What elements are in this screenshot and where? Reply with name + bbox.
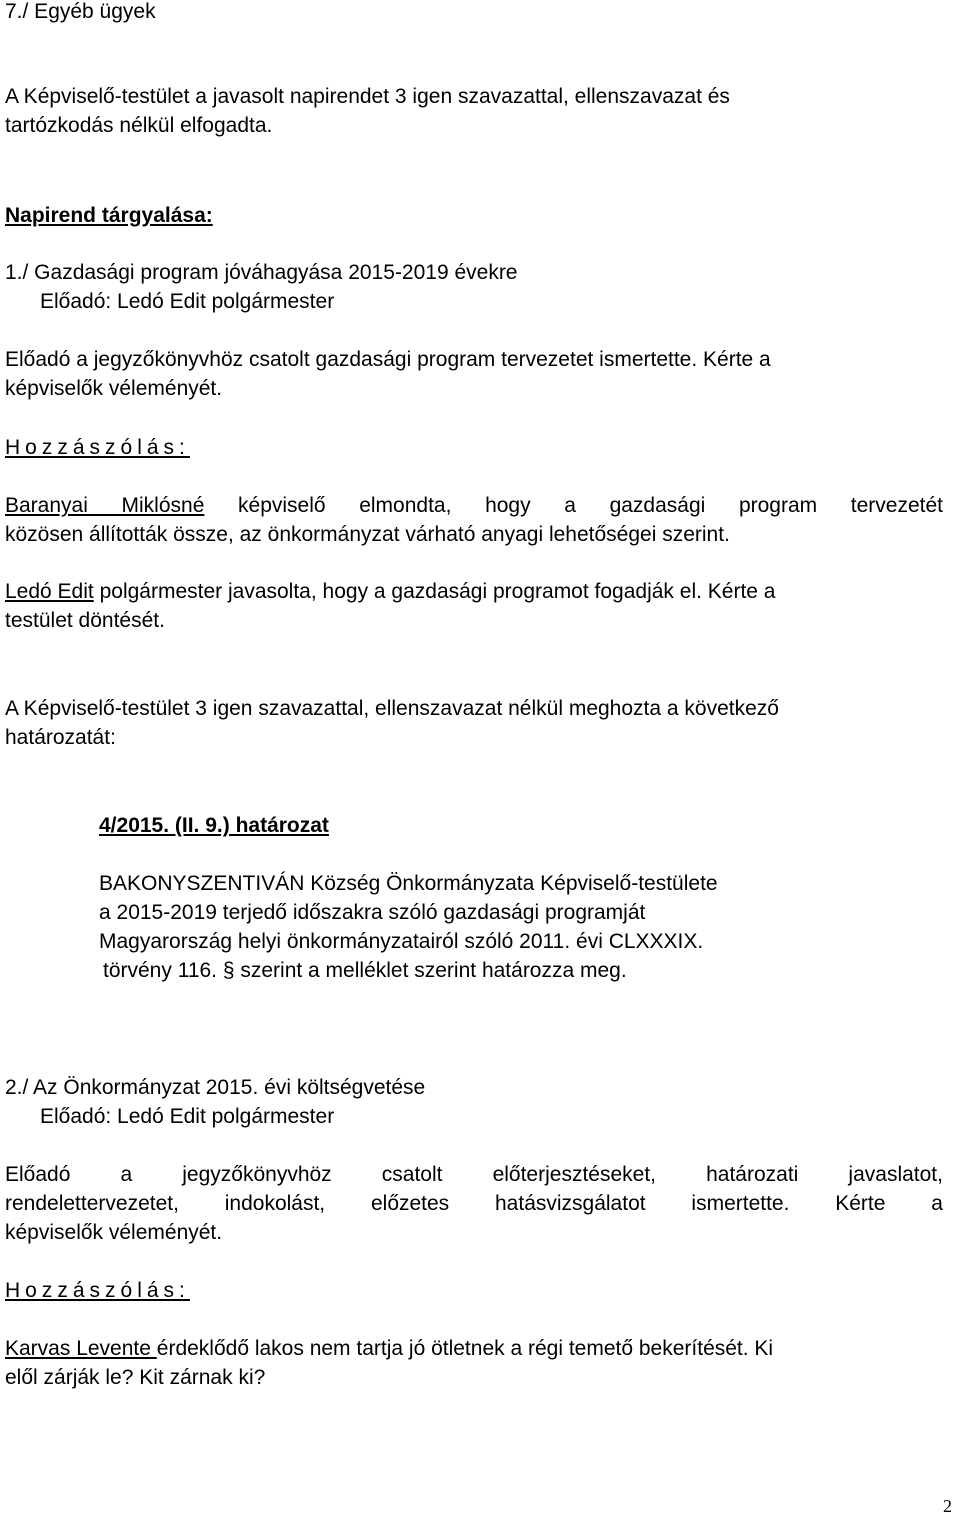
item1-comment2-line-1 [5, 580, 775, 604]
word: előterjesztéseket, [492, 1163, 656, 1186]
item2-comment1-line-2: elől zárják le? Kit zárnak ki? [5, 1366, 266, 1389]
speaker-name: Karvas Levente [5, 1337, 157, 1360]
item2-intro-line-2 [5, 1192, 943, 1216]
item1-comment1-line-1 [5, 494, 943, 518]
word: a [931, 1192, 943, 1215]
word: indokolást, [224, 1192, 326, 1215]
word: Előadó [5, 1163, 71, 1186]
item1-vote-line-2: határozatát: [5, 726, 116, 749]
word: jegyzőkönyvhöz [182, 1163, 332, 1186]
word: Kérte [835, 1192, 886, 1215]
word: rendelettervezetet, [5, 1192, 179, 1215]
item1-comments-label: Hozzászólás: [5, 436, 190, 459]
agenda-accept-line-1: A Képviselő-testület a javasolt napirendet 3 igen szavazattal, ellenszavazat és [5, 85, 730, 108]
word: a [120, 1163, 133, 1186]
word: javaslatot, [848, 1163, 943, 1186]
word: ismertette. [691, 1192, 790, 1215]
comment-text: érdeklődő lakos nem tartja jó ötletnek a régi temető bekerítését. Ki [156, 1337, 774, 1360]
item1-comment1-line-2: közösen állították össze, az önkormányzat várható anyagi lehetőségei szerint. [5, 523, 730, 546]
speaker-name: Ledó Edit [5, 580, 94, 603]
resolution-line-2: a 2015-2019 terjedő időszakra szóló gazdasági programját [99, 901, 646, 924]
resolution-line-4: törvény 116. § szerint a melléklet szerint határozza meg. [103, 959, 627, 982]
resolution-line-3: Magyarország helyi önkormányzatairól szóló 2011. évi CLXXXIX. [99, 930, 704, 953]
item1-intro-line-1: Előadó a jegyzőkönyvhöz csatolt gazdasági program tervezetet ismertette. Kérte a [5, 348, 771, 371]
page-number: 2 [943, 1496, 952, 1516]
item1-comment2-line-2: testület döntését. [5, 609, 165, 632]
item2-title: 2./ Az Önkormányzat 2015. évi költségvetése [5, 1076, 426, 1099]
item2-comment1-line-1 [5, 1337, 773, 1361]
item1-title: 1./ Gazdasági program jóváhagyása 2015-2019 évekre [5, 261, 518, 284]
word: csatolt [381, 1163, 443, 1186]
agenda-accept-line-2: tartózkodás nélkül elfogadta. [5, 114, 273, 137]
comment-text: képviselő elmondta, hogy a gazdasági program tervezetét [204, 494, 943, 517]
word: határozati [706, 1163, 799, 1186]
word: hatásvizsgálatot [495, 1192, 646, 1215]
section-title: 7./ Egyéb ügyek [5, 0, 156, 23]
comment-text: polgármester javasolta, hogy a gazdasági programot fogadják el. Kérte a [93, 580, 776, 603]
item2-comments-label: Hozzászólás: [5, 1279, 190, 1302]
word: előzetes [370, 1192, 450, 1215]
speaker-name: Baranyai Miklósné [5, 494, 205, 517]
agenda-heading: Napirend tárgyalása: [5, 204, 213, 227]
resolution-title: 4/2015. (II. 9.) határozat [99, 814, 329, 837]
item2-presenter: Előadó: Ledó Edit polgármester [40, 1105, 335, 1128]
item1-intro-line-2: képviselők véleményét. [5, 377, 223, 400]
item1-vote-line-1: A Képviselő-testület 3 igen szavazattal, ellenszavazat nélkül meghozta a következő [5, 697, 779, 720]
item2-intro-line-3: képviselők véleményét. [5, 1221, 223, 1244]
item2-intro-line-1 [5, 1163, 943, 1187]
item1-presenter: Előadó: Ledó Edit polgármester [40, 290, 335, 313]
resolution-line-1: BAKONYSZENTIVÁN Község Önkormányzata Képviselő-testülete [99, 872, 718, 895]
